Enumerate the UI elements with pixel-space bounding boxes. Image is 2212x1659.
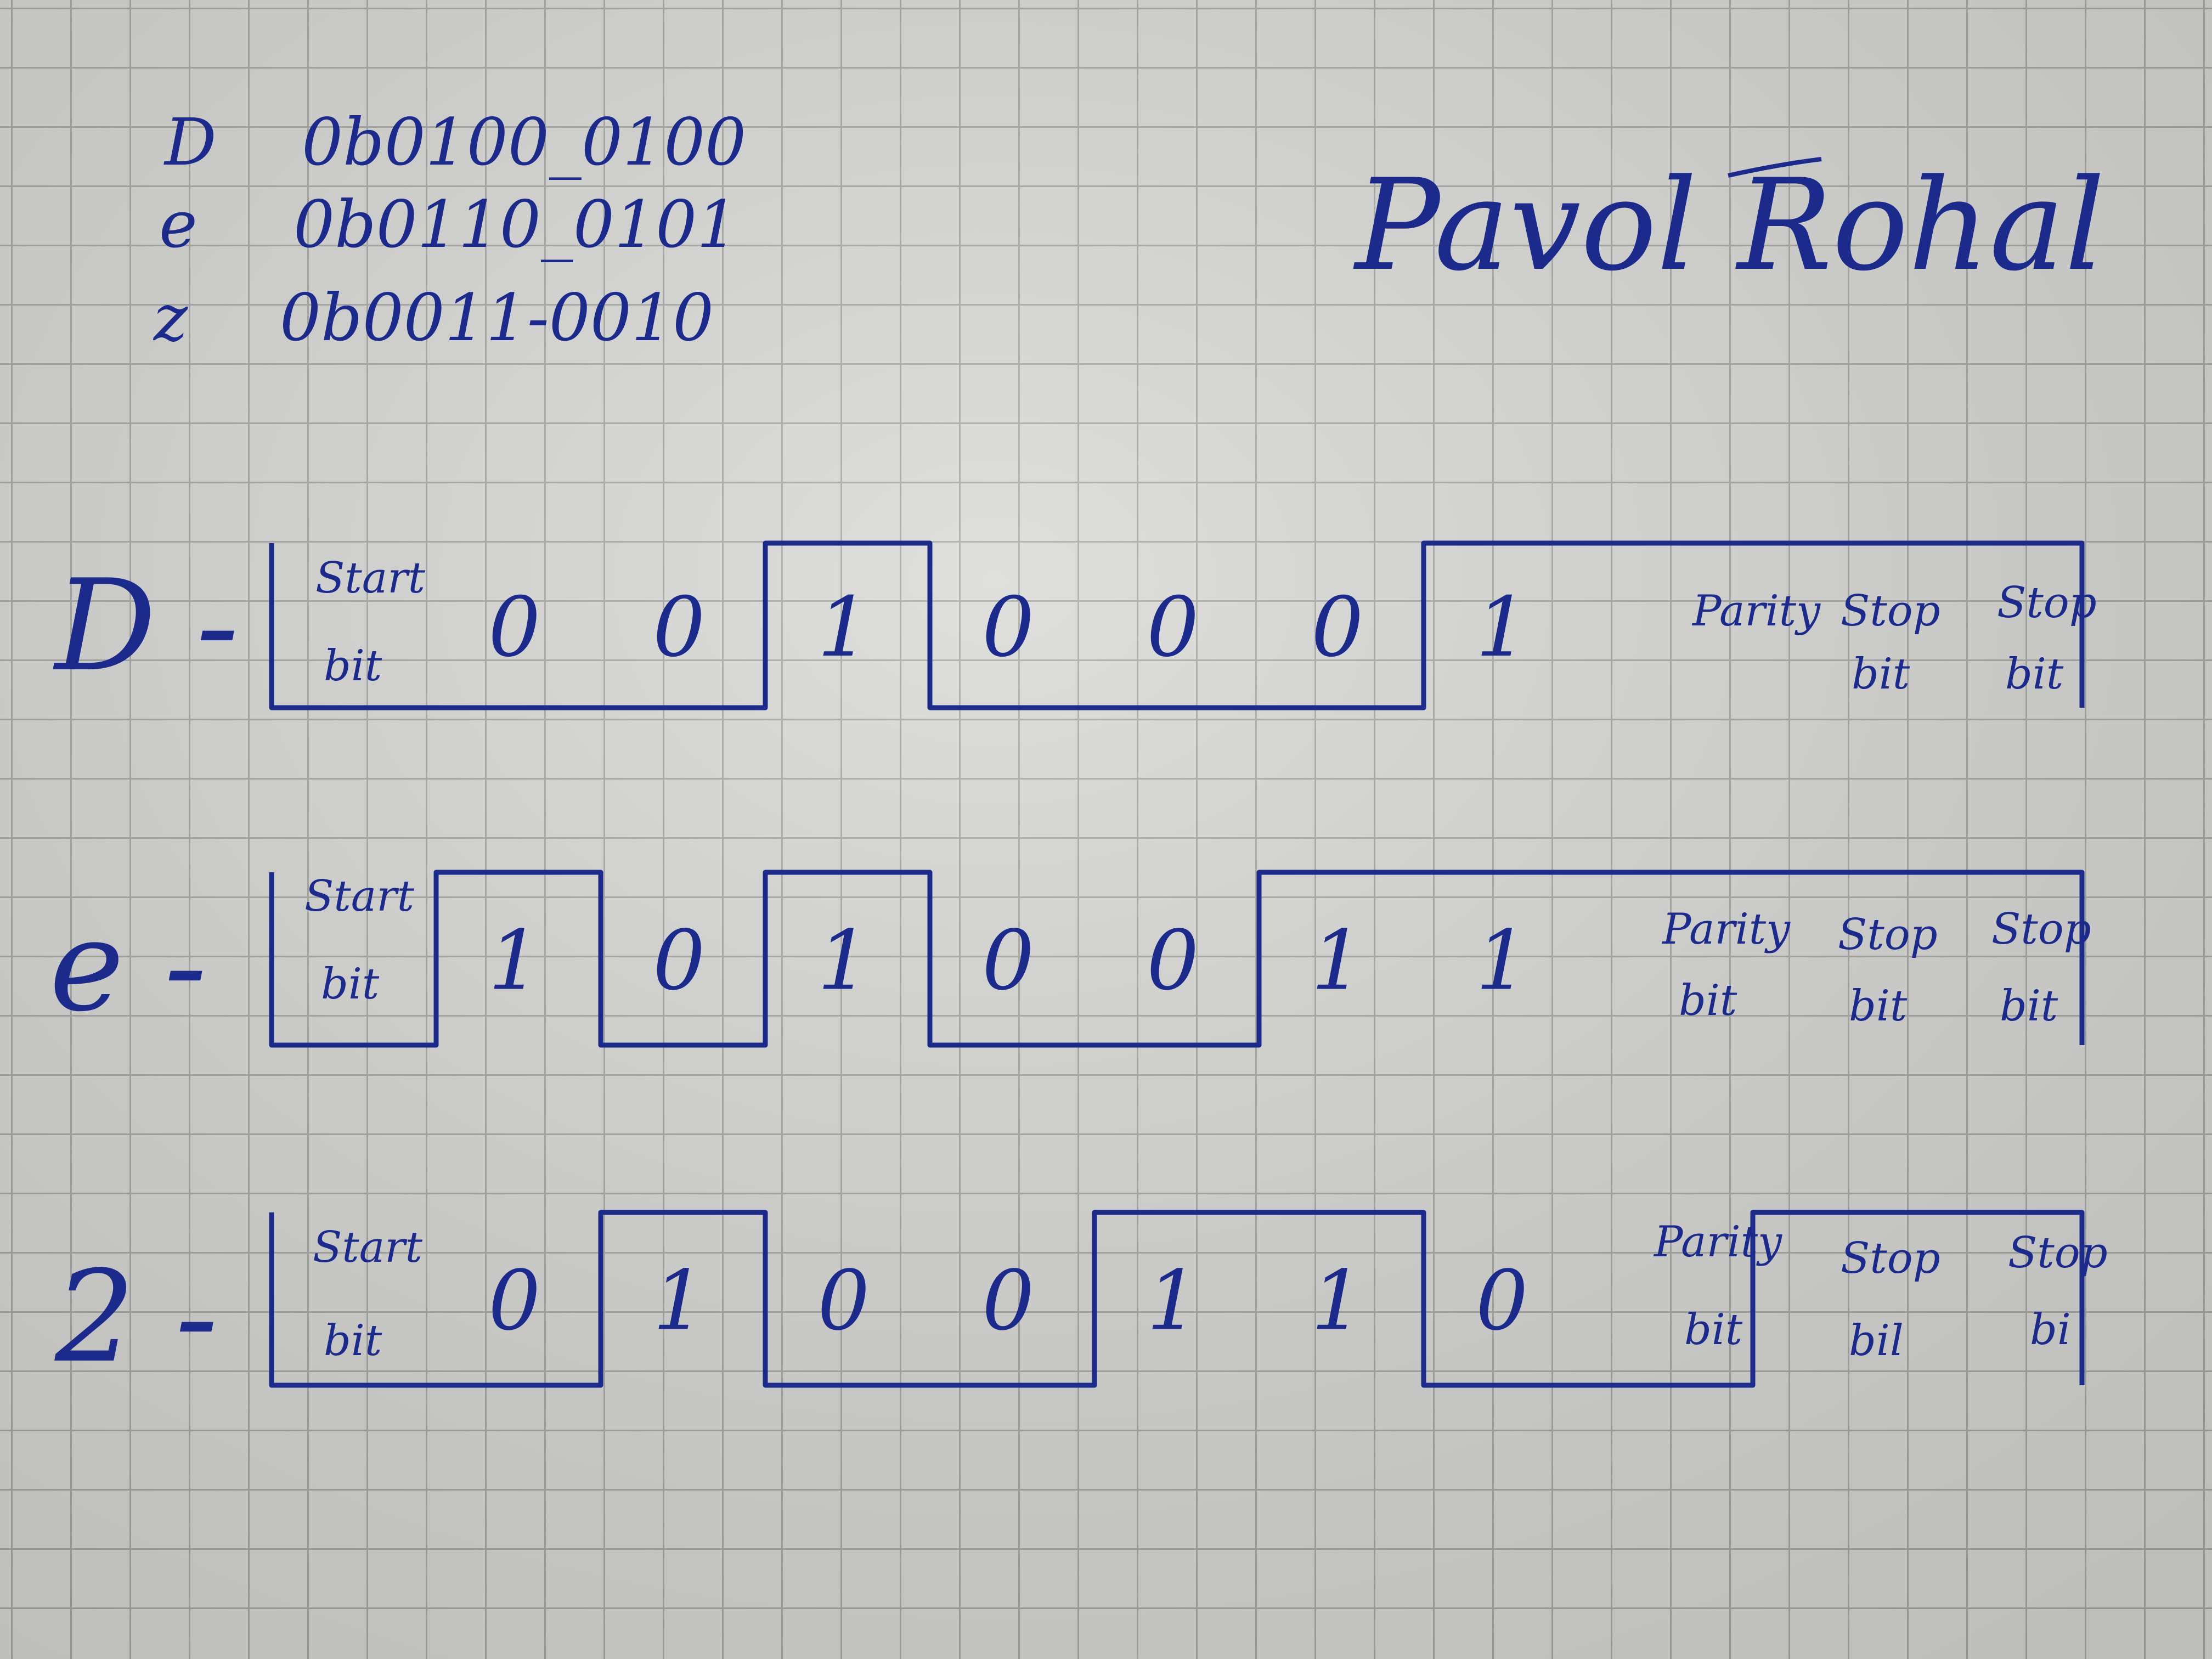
stop-bit-a-label-d-2: bit [1852, 650, 1910, 699]
bit-2-4: 1 [1147, 1253, 1199, 1349]
start-bit-label-2-1: Start [313, 1223, 422, 1272]
header-code-z: 0b0011-0010 [280, 280, 714, 356]
header-letter-e: e [159, 187, 198, 262]
signature: Pavol Rohal [1355, 153, 2106, 299]
bit-d-0: 0 [488, 580, 541, 675]
header-code-d: 0b0100_0100 [302, 104, 747, 180]
stop-bit-b-label-e-1: Stop [1991, 905, 2091, 954]
start-bit-label-e-2: bit [321, 960, 380, 1009]
parity-label-e-1: Parity [1662, 905, 1791, 954]
bit-2-0: 0 [488, 1253, 541, 1349]
stop-bit-b-label-d-2: bit [2005, 650, 2064, 699]
start-bit-label-e-1: Start [304, 872, 414, 921]
bit-e-4: 0 [1147, 913, 1199, 1009]
bit-2-6: 0 [1476, 1253, 1528, 1349]
row-label-e: e - [49, 893, 207, 1040]
bit-d-4: 0 [1147, 580, 1199, 675]
stop-bit-a-label-2-2: bil [1849, 1316, 1904, 1365]
bit-e-2: 1 [817, 913, 870, 1009]
stop-bit-b-label-2-2: bi [2030, 1305, 2071, 1355]
bit-e-5: 1 [1311, 913, 1364, 1009]
bit-2-5: 1 [1311, 1253, 1364, 1349]
start-bit-label-2-2: bit [324, 1316, 382, 1365]
bit-d-5: 0 [1311, 580, 1364, 675]
bit-2-1: 1 [653, 1253, 706, 1349]
start-bit-label-d-2: bit [324, 641, 382, 691]
stop-bit-a-label-e-1: Stop [1838, 910, 1938, 960]
bit-e-0: 1 [488, 913, 541, 1009]
parity-label-d-1: Parity [1692, 586, 1821, 636]
bit-e-3: 0 [982, 913, 1035, 1009]
row-label-2: 2 - [55, 1244, 218, 1391]
start-bit-label-d-1: Start [315, 554, 425, 603]
stop-bit-a-label-2-1: Stop [1841, 1234, 1940, 1283]
bit-e-1: 0 [653, 913, 706, 1009]
stop-bit-a-label-e-2: bit [1849, 981, 1908, 1031]
stop-bit-b-label-d-1: Stop [1997, 578, 2097, 628]
header-letter-z: z [154, 280, 188, 356]
bit-d-1: 0 [653, 580, 706, 675]
stop-bit-b-label-2-1: Stop [2008, 1228, 2108, 1278]
bit-d-3: 0 [982, 580, 1035, 675]
parity-label-e-2: bit [1679, 976, 1737, 1025]
bit-d-2: 1 [817, 580, 870, 675]
bit-e-6: 1 [1476, 913, 1528, 1009]
bit-2-2: 0 [817, 1253, 870, 1349]
header-code-e: 0b0110_0101 [294, 187, 738, 262]
bit-d-6: 1 [1476, 580, 1528, 675]
stop-bit-b-label-e-2: bit [2000, 981, 2058, 1031]
bit-2-3: 0 [982, 1253, 1035, 1349]
parity-label-2-1: Parity [1654, 1217, 1782, 1267]
stop-bit-a-label-d-1: Stop [1841, 586, 1940, 636]
parity-label-2-2: bit [1684, 1305, 1743, 1355]
row-label-d: D - [55, 553, 239, 699]
header-letter-d: D [165, 104, 217, 180]
